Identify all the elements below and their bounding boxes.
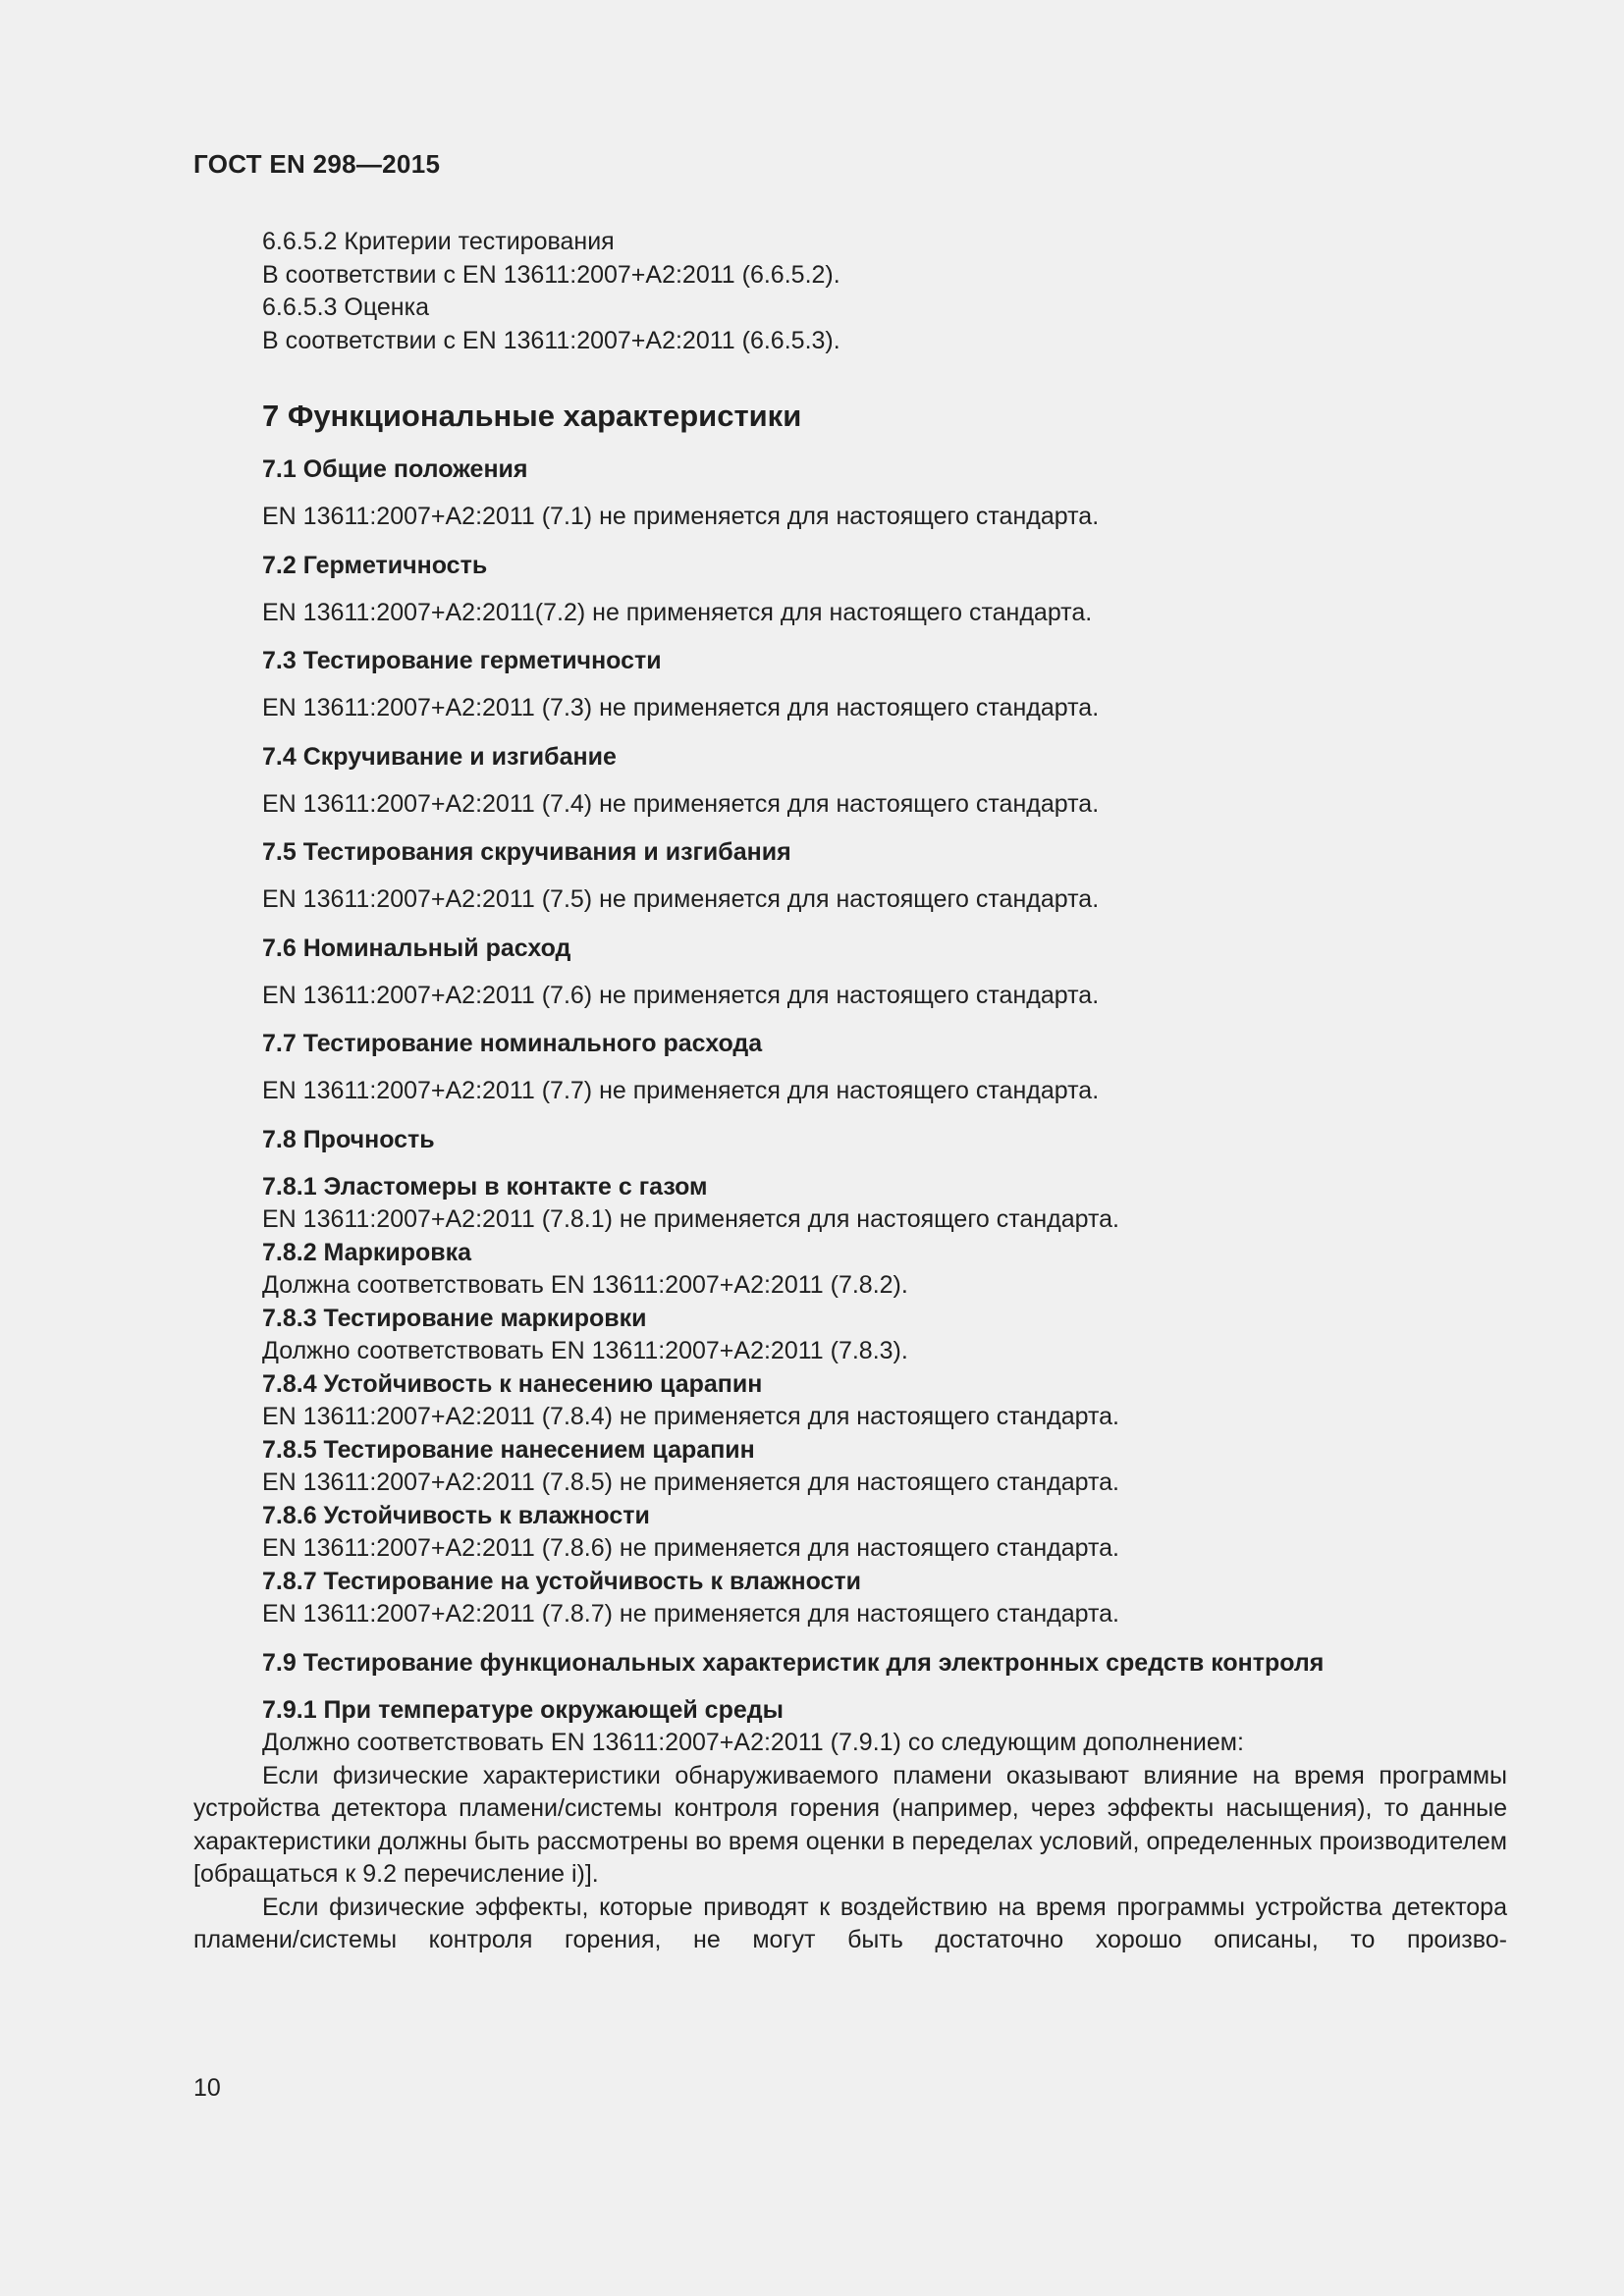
- section-7-1-text: EN 13611:2007+A2:2011 (7.1) не применяется для настоящего стандарта.: [262, 503, 1100, 530]
- clause-6-6-5-2-text: В соответствии с EN 13611:2007+A2:2011 (6.6.5.2).: [262, 260, 840, 289]
- section-7-7-text: EN 13611:2007+A2:2011 (7.7) не применяется для настоящего стандарта.: [262, 1077, 1100, 1104]
- section-7-8-2-text: Должна соответствовать EN 13611:2007+A2:2011 (7.8.2).: [262, 1271, 908, 1299]
- document-header: ГОСТ EN 298—2015: [193, 149, 441, 179]
- section-7-2-heading: 7.2 Герметичность: [262, 551, 488, 579]
- section-7-5-heading: 7.5 Тестирования скручивания и изгибания: [262, 838, 791, 866]
- document-body: [193, 226, 1507, 1957]
- section-7-8-2-heading: 7.8.2 Маркировка: [262, 1238, 472, 1266]
- section-7-9-1-paragraph-1: Если физические характеристики обнаруживаемого пламени оказывают влияние на время программы устройства детектора пламени/системы контроля горения (например, через эффекты насыщения), то данные характеристики должны быть рассмотрены во время оценки в переделах условий, определенных производителем [обращаться к 9.2 перечисление i)].: [193, 1761, 1507, 1888]
- section-7-8-7-text: EN 13611:2007+A2:2011 (7.8.7) не применяется для настоящего стандарта.: [262, 1600, 1119, 1628]
- section-7-9-1-intro: Должно соответствовать EN 13611:2007+A2:2011 (7.9.1) со следующим дополнением:: [262, 1729, 1244, 1756]
- section-7-9-1-paragraph-2: Если физические эффекты, которые приводят к воздействию на время программы устройства детектора пламени/системы контроля горения, не могут быть достаточно хорошо описаны, то произво-: [193, 1893, 1507, 1953]
- section-7-8-6-text: EN 13611:2007+A2:2011 (7.8.6) не применяется для настоящего стандарта.: [262, 1534, 1119, 1562]
- section-7-1-heading: 7.1 Общие положения: [262, 455, 528, 483]
- section-7-8-heading: 7.8 Прочность: [262, 1125, 435, 1153]
- section-7-8-3-text: Должно соответствовать EN 13611:2007+A2:2011 (7.8.3).: [262, 1337, 908, 1364]
- section-7-8-6-heading: 7.8.6 Устойчивость к влажности: [262, 1501, 650, 1529]
- page-number: 10: [193, 2074, 221, 2102]
- section-7-8-4-heading: 7.8.4 Устойчивость к нанесению царапин: [262, 1369, 763, 1398]
- section-7-6-heading: 7.6 Номинальный расход: [262, 934, 571, 962]
- section-7-2-text: EN 13611:2007+A2:2011(7.2) не применяется для настоящего стандарта.: [262, 598, 1093, 626]
- section-7-8-4-text: EN 13611:2007+A2:2011 (7.8.4) не применяется для настоящего стандарта.: [262, 1403, 1119, 1430]
- section-7-8-5-text: EN 13611:2007+A2:2011 (7.8.5) не применяется для настоящего стандарта.: [262, 1468, 1119, 1496]
- section-7-4-heading: 7.4 Скручивание и изгибание: [262, 742, 617, 771]
- section-7-7-heading: 7.7 Тестирование номинального расхода: [262, 1030, 763, 1057]
- section-7-8-5-heading: 7.8.5 Тестирование нанесением царапин: [262, 1435, 755, 1464]
- section-7-title: 7 Функциональные характеристики: [262, 399, 802, 433]
- section-7-4-text: EN 13611:2007+A2:2011 (7.4) не применяется для настоящего стандарта.: [262, 789, 1100, 818]
- section-7-8-1-text: EN 13611:2007+A2:2011 (7.8.1) не применяется для настоящего стандарта.: [262, 1205, 1119, 1233]
- clause-6-6-5-3-text: В соответствии с EN 13611:2007+A2:2011 (6.6.5.3).: [262, 326, 840, 354]
- section-7-8-1-heading: 7.8.1 Эластомеры в контакте с газом: [262, 1172, 708, 1201]
- section-7-3-text: EN 13611:2007+A2:2011 (7.3) не применяется для настоящего стандарта.: [262, 694, 1100, 721]
- clause-6-6-5-2-heading: 6.6.5.2 Критерии тестирования: [262, 228, 615, 255]
- section-7-9-heading: 7.9 Тестирование функциональных характеристик для электронных средств контроля: [262, 1648, 1325, 1677]
- clause-6-6-5-3-heading: 6.6.5.3 Оценка: [262, 294, 429, 321]
- section-7-6-text: EN 13611:2007+A2:2011 (7.6) не применяется для настоящего стандарта.: [262, 981, 1100, 1009]
- section-7-5-text: EN 13611:2007+A2:2011 (7.5) не применяется для настоящего стандарта.: [262, 885, 1100, 913]
- section-7-8-3-heading: 7.8.3 Тестирование маркировки: [262, 1304, 647, 1332]
- section-7-8-7-heading: 7.8.7 Тестирование на устойчивость к влажности: [262, 1567, 862, 1595]
- section-7-3-heading: 7.3 Тестирование герметичности: [262, 647, 662, 674]
- section-7-9-1-heading: 7.9.1 При температуре окружающей среды: [262, 1695, 784, 1724]
